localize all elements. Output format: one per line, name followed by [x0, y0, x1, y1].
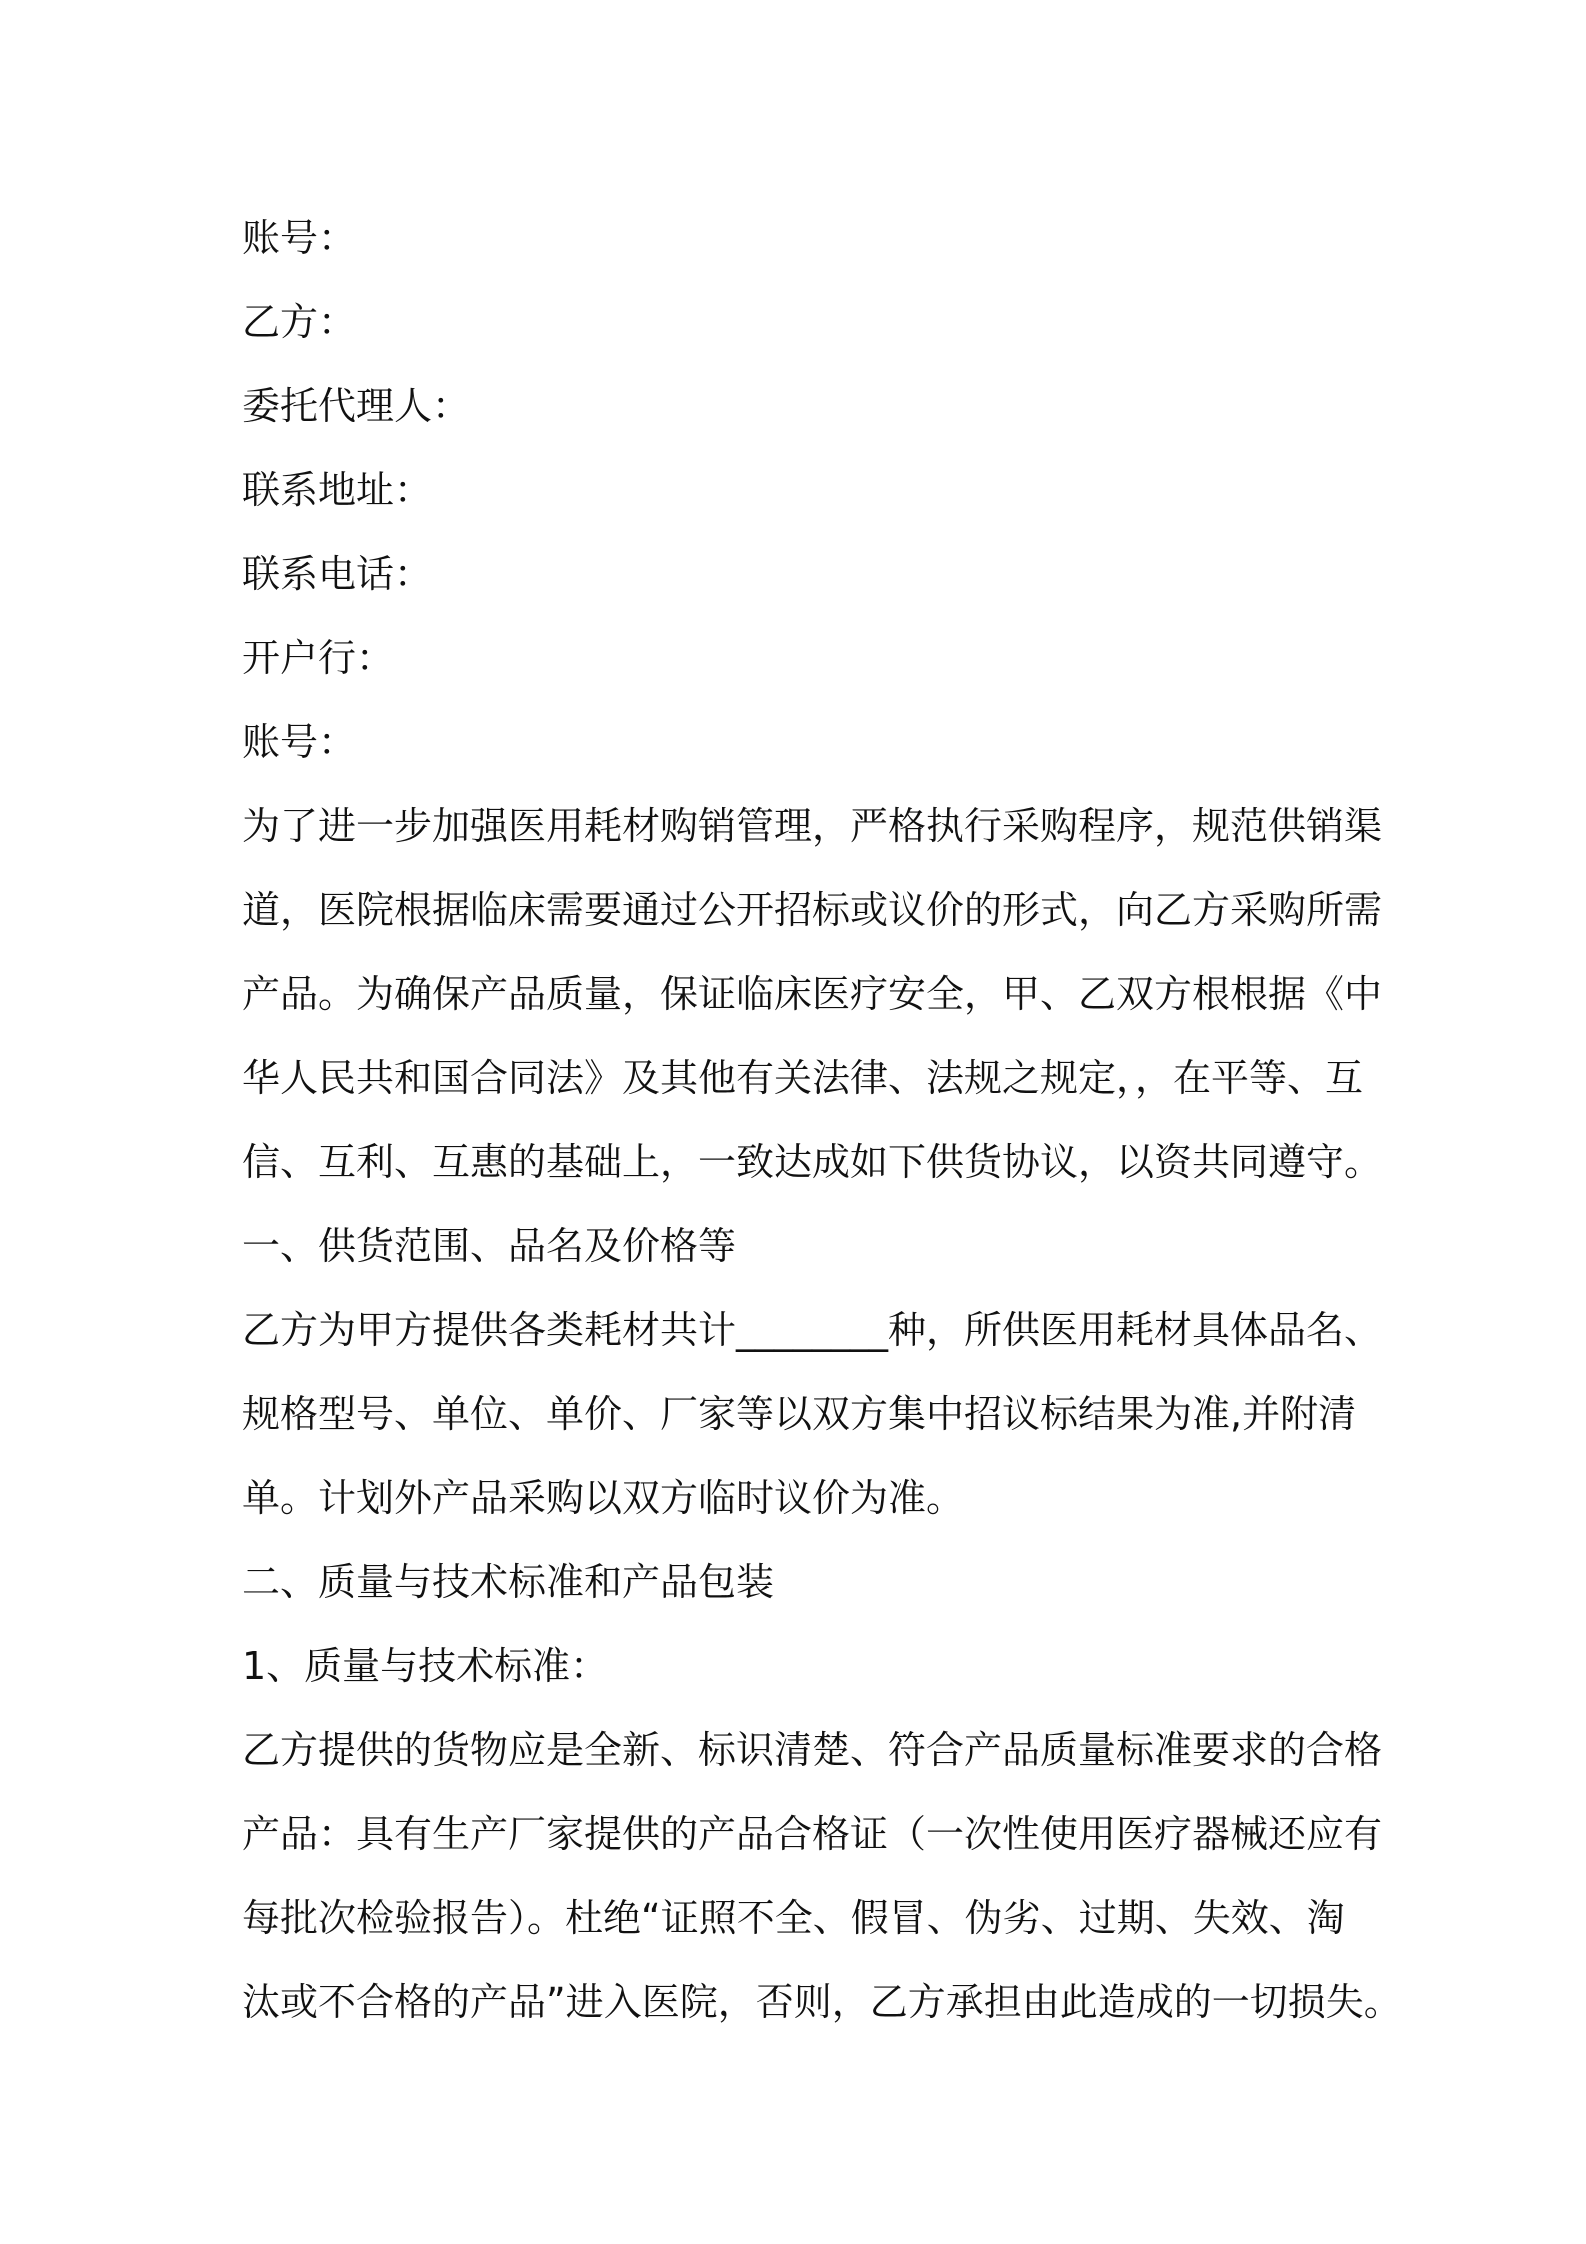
paragraph-line: 乙方提供的货物应是全新、标识清楚、符合产品质量标准要求的合格 — [242, 1728, 1383, 1772]
paragraph-line: 产品：具有生产厂家提供的产品合格证（一次性使用医疗器械还应有 — [242, 1812, 1383, 1856]
field-address: 联系地址： — [242, 468, 433, 512]
paragraph-line: 华人民共和国合同法》及其他有关法律、法规之规定，，在平等、互 — [242, 1056, 1364, 1100]
field-phone: 联系电话： — [242, 552, 433, 596]
paragraph-line: 汰或不合格的产品”进入医院，否则，乙方承担由此造成的一切损失。 — [242, 1980, 1402, 2024]
paragraph-line: 产品。为确保产品质量，保证临床医疗安全，甲、乙双方根根据《中 — [242, 972, 1383, 1016]
section2-sub1-paragraph — [242, 1708, 1402, 2044]
paragraph-line: 单。计划外产品采购以双方临时议价为准。 — [242, 1476, 965, 1520]
paragraph-line: 为了进一步加强医用耗材购销管理，严格执行采购程序，规范供销渠 — [242, 804, 1383, 848]
field-party-b: 乙方： — [242, 300, 357, 344]
section2-heading: 二、质量与技术标准和产品包装 — [242, 1560, 775, 1604]
paragraph-line: 规格型号、单位、单价、厂家等以双方集中招议标结果为准,并附清 — [242, 1392, 1357, 1436]
field-bank: 开户行： — [242, 636, 395, 680]
paragraph-line: 乙方为甲方提供各类耗材共计________种，所供医用耗材具体品名、 — [242, 1308, 1383, 1352]
document-body — [242, 196, 1402, 2044]
field-agent: 委托代理人： — [242, 384, 471, 428]
section1-paragraph — [242, 1288, 1383, 1540]
field-account-b: 账号： — [242, 720, 357, 764]
intro-paragraph — [242, 784, 1383, 1204]
field-account-a: 账号： — [242, 216, 357, 260]
paragraph-line: 每批次检验报告）。杜绝“证照不全、假冒、伪劣、过期、失效、淘 — [242, 1896, 1345, 1940]
section2-sub1-heading: 1、质量与技术标准： — [242, 1644, 609, 1688]
paragraph-line: 信、互利、互惠的基础上，一致达成如下供货协议，以资共同遵守。 — [242, 1140, 1383, 1184]
paragraph-line: 道，医院根据临床需要通过公开招标或议价的形式，向乙方采购所需 — [242, 888, 1383, 932]
section1-heading: 一、供货范围、品名及价格等 — [242, 1224, 737, 1268]
